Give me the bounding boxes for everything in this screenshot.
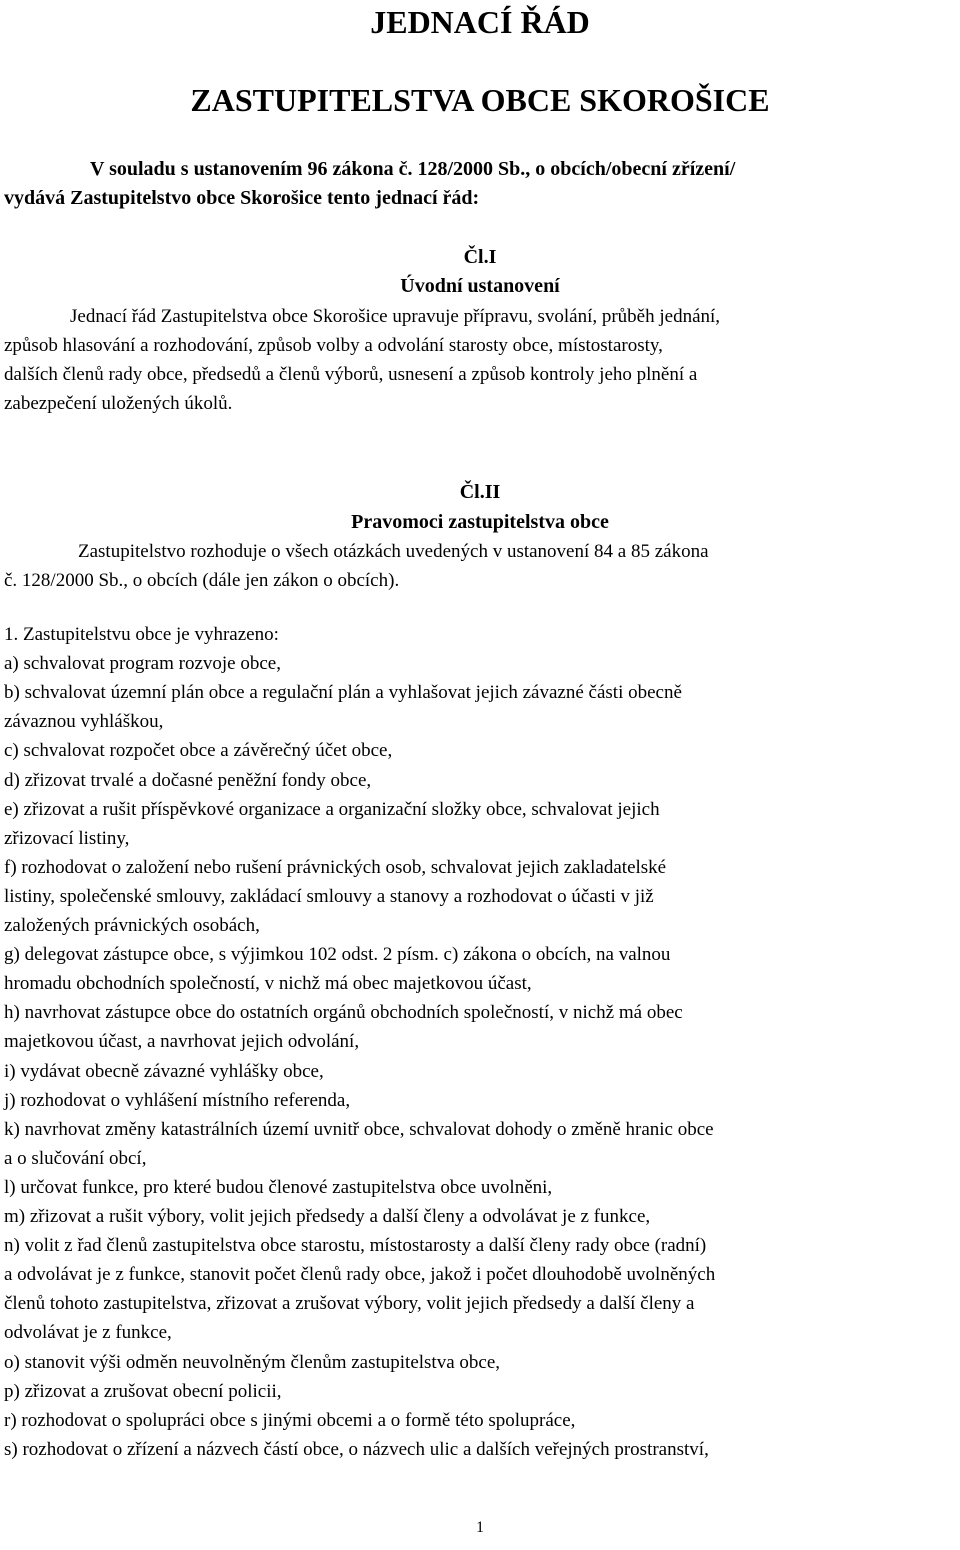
section-1-line-29: s) rozhodovat o zřízení a názvech částí obce, o názvech ulic a dalších veřejných prostranství,: [4, 1438, 709, 1460]
section-1-line-27: p) zřizovat a zrušovat obecní policii,: [4, 1380, 282, 1402]
article-1-heading: Úvodní ustanovení: [400, 275, 560, 297]
article-1-line-3: dalších členů rady obce, předsedů a členů výborů, usnesení a způsob kontroly jeho plnění a: [4, 364, 698, 385]
section-1-line-20: l) určovat funkce, pro které budou členové zastupitelstva obce uvolněni,: [4, 1176, 553, 1198]
document-title-line-2: ZASTUPITELSTVA OBCE SKOROŠICE: [190, 82, 770, 118]
section-1-line-11: založených právnických osobách,: [4, 915, 260, 936]
section-1-line-15: majetkovou účast, a navrhovat jejich odvolání,: [4, 1031, 360, 1053]
article-2-number: Čl.II: [459, 481, 501, 503]
section-1-line-28: r) rozhodovat o spolupráci obce s jinými obcemi a o formě této spolupráce,: [4, 1409, 576, 1431]
article-1-line-1: Jednací řád Zastupitelstva obce Skorošice upravuje přípravu, svolání, průběh jednání,: [70, 306, 721, 327]
section-1-line-19: a o slučování obcí,: [4, 1147, 147, 1169]
article-2-line-2: č. 128/2000 Sb., o obcích (dále jen zákon o obcích).: [4, 570, 400, 591]
section-1-line-23: a odvolávat je z funkce, stanovit počet členů rady obce, jakož i počet dlouhodobě uvolněných: [4, 1264, 716, 1286]
section-1-line-5: c) schvalovat rozpočet obce a závěrečný účet obce,: [4, 740, 393, 762]
section-1-line-24: členů tohoto zastupitelstva, zřizovat a zrušovat výbory, volit jejich předsedy a další členy a: [4, 1293, 695, 1315]
section-1-line-12: g) delegovat zástupce obce, s výjimkou 102 odst. 2 písm. c) zákona o obcích, na valnou: [4, 944, 671, 966]
section-1-line-8: zřizovací listiny,: [4, 827, 130, 849]
section-1-line-18: k) navrhovat změny katastrálních území uvnitř obce, schvalovat dohody o změně hranic obce: [4, 1118, 714, 1140]
section-1-line-3: b) schvalovat územní plán obce a regulační plán a vyhlašovat jejich závazné části obecně: [4, 682, 682, 704]
section-1-line-1: 1. Zastupitelstvu obce je vyhrazeno:: [4, 624, 279, 645]
article-2-heading: Pravomoci zastupitelstva obce: [351, 511, 609, 533]
section-1-line-16: i) vydávat obecně závazné vyhlášky obce,: [4, 1060, 324, 1082]
article-1-line-4: zabezpečení uložených úkolů.: [4, 393, 233, 414]
article-2-line-1: Zastupitelstvo rozhoduje o všech otázkách uvedených v ustanovení 84 a 85 zákona: [78, 541, 709, 562]
section-1-line-2: a) schvalovat program rozvoje obce,: [4, 653, 281, 675]
section-1-line-17: j) rozhodovat o vyhlášení místního referenda,: [4, 1089, 351, 1111]
section-1-line-25: odvolávat je z funkce,: [4, 1322, 172, 1344]
section-1-line-10: listiny, společenské smlouvy, zakládací smlouvy a stanovy a rozhodovat o účasti v již: [4, 885, 654, 907]
page-number: 1: [476, 1519, 484, 1536]
section-1-line-4: závaznou vyhláškou,: [4, 711, 164, 733]
section-1-line-6: d) zřizovat trvalé a dočasné peněžní fondy obce,: [4, 769, 372, 791]
section-1-line-13: hromadu obchodních společností, v nichž má obec majetkovou účast,: [4, 973, 532, 995]
section-1-line-21: m) zřizovat a rušit výbory, volit jejich předsedy a další členy a odvolávat je z funkce,: [4, 1206, 651, 1227]
section-1-line-7: e) zřizovat a rušit příspěvkové organizace a organizační složky obce, schvalovat jejich: [4, 798, 660, 820]
section-1-line-9: f) rozhodovat o založení nebo rušení právnických osob, schvalovat jejich zakladatelské: [4, 856, 667, 878]
section-1-line-14: h) navrhovat zástupce obce do ostatních orgánů obchodních společností, v nichž má obec: [4, 1002, 683, 1024]
section-1-line-22: n) volit z řad členů zastupitelstva obce starostu, místostarosty a další členy rady obce (radní): [4, 1235, 707, 1257]
article-1-number: Čl.I: [463, 246, 497, 268]
article-1-line-2: způsob hlasování a rozhodování, způsob volby a odvolání starosty obce, místostarosty,: [4, 335, 663, 356]
section-1-line-26: o) stanovit výši odměn neuvolněným členům zastupitelstva obce,: [4, 1351, 501, 1373]
document-title-line-1: JEDNACÍ ŘÁD: [370, 4, 590, 40]
intro-line-1: V souladu s ustanovením 96 zákona č. 128/2000 Sb., o obcích/obecní zřízení/: [90, 158, 736, 180]
intro-line-2: vydává Zastupitelstvo obce Skorošice tento jednací řád:: [4, 187, 480, 209]
